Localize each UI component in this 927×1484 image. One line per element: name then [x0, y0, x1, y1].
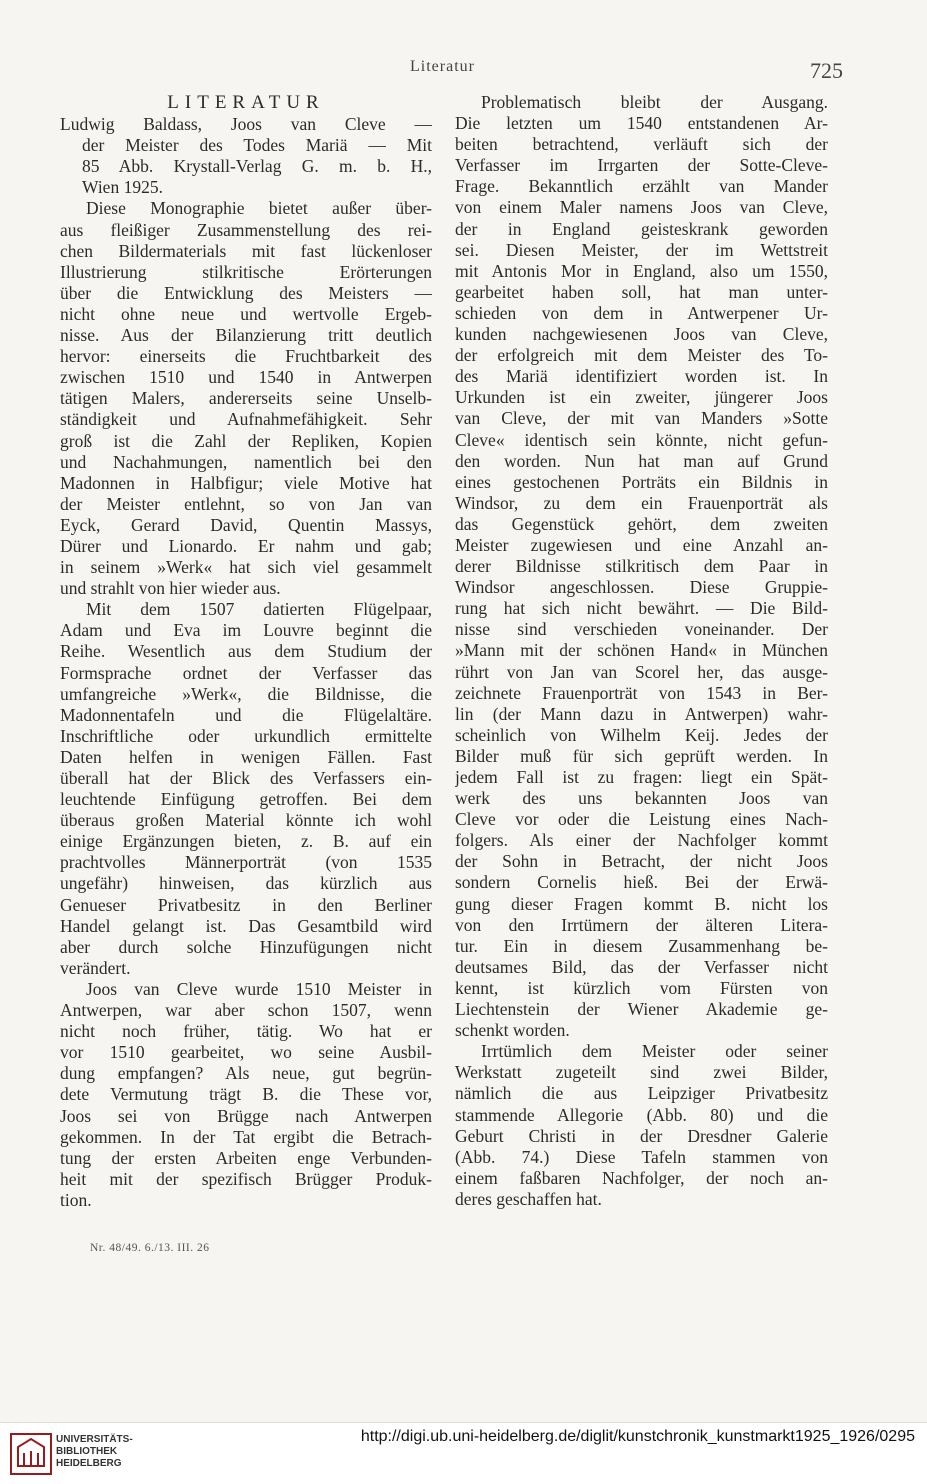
- text-line: Urkunden ist ein zweiter, jüngerer Joos: [455, 387, 828, 408]
- text-line: stammende Allegorie (Abb. 80) und die: [455, 1104, 828, 1125]
- text-line: und Nachahmungen, namentlich bei den: [60, 451, 432, 472]
- text-line: von den Irrtümern der älteren Litera-: [455, 914, 828, 935]
- text-line: Genueser Privatbesitz in den Berliner: [60, 894, 432, 915]
- library-name: [56, 1434, 133, 1470]
- library-name-line: BIBLIOTHEK: [56, 1446, 118, 1457]
- text-line: verändert.: [60, 957, 131, 978]
- paragraph: [60, 198, 432, 599]
- text-line: hervor: einerseits die Fruchtbarkeit des: [60, 346, 432, 367]
- text-line: in seinem »Werk« hat sich viel gesammelt: [60, 557, 432, 578]
- text-line: Diese Monographie bietet außer über-: [86, 198, 432, 219]
- library-name-line: UNIVERSITÄTS-: [56, 1434, 133, 1445]
- page-number: 725: [810, 58, 843, 83]
- text-line: Frage. Bekanntlich erzählt van Mander: [455, 176, 828, 197]
- text-line: lin (der Mann dazu in Antwerpen) wahr-: [455, 703, 828, 724]
- text-line: folgers. Als einer der Nachfolger kommt: [455, 830, 828, 851]
- text-line: eines gestochenen Porträts ein Bildnis in: [455, 471, 828, 492]
- text-line: kunden nachgewiesenen Joos van Cleve,: [455, 324, 828, 345]
- text-line: zwischen 1510 und 1540 in Antwerpen: [60, 367, 432, 388]
- text-line: tion.: [60, 1189, 92, 1210]
- text-line: den worden. Nun hat man auf Grund: [455, 450, 828, 471]
- text-line: und strahlt von hier wieder aus.: [60, 578, 281, 599]
- text-line: Madonnentafeln und die Flügelaltäre.: [60, 704, 432, 725]
- text-line: Joos sei von Brügge nach Antwerpen: [60, 1105, 432, 1126]
- university-library-logo-icon: [10, 1433, 52, 1475]
- right-paragraphs: [455, 92, 828, 1210]
- text-line: Inschriftliche oder urkundlich ermittelte: [60, 725, 432, 746]
- text-line: Eyck, Gerard David, Quentin Massys,: [60, 514, 432, 535]
- text-line: Cleve« identisch sein könnte, nicht gefun-: [455, 429, 828, 450]
- left-paragraphs: [60, 114, 432, 1211]
- text-line: schieden von dem in Antwerpener Ur-: [455, 302, 828, 323]
- text-line: kennt, ist kürzlich vom Fürsten von: [455, 977, 828, 998]
- text-line: deres geschaffen hat.: [455, 1188, 602, 1209]
- text-line: schenkt worden.: [455, 1020, 570, 1041]
- text-line: gearbeitet haben soll, hat man unter-: [455, 281, 828, 302]
- text-line: der in England geisteskrank geworden: [455, 218, 828, 239]
- text-line: Verfasser im Irrgarten der Sotte-Cleve-: [455, 155, 828, 176]
- text-line: 85 Abb. Krystall-Verlag G. m. b. H.,: [82, 156, 432, 177]
- text-line: chen Bildermaterials mit fast lückenloser: [60, 240, 432, 261]
- text-line: der erfolgreich mit dem Meister des To-: [455, 345, 828, 366]
- text-line: Windsor, zu dem ein Frauenporträt als: [455, 492, 828, 513]
- paragraph: [60, 599, 432, 979]
- text-line: Antwerpen, war aber schon 1507, wenn: [60, 1000, 432, 1021]
- text-line: Problematisch bleibt der Ausgang.: [481, 92, 828, 112]
- text-line: leuchtende Einfügung getroffen. Bei dem: [60, 789, 432, 810]
- text-line: vor 1510 gearbeitet, wo seine Ausbil-: [60, 1042, 432, 1063]
- text-line: Irrtümlich dem Meister oder seiner: [481, 1041, 828, 1062]
- text-line: nisse. Aus der Bilanzierung tritt deutlich: [60, 325, 432, 346]
- text-line: ständigkeit und Aufnahmefähigkeit. Sehr: [60, 409, 432, 430]
- text-line: Werkstatt zugeteilt sind zwei Bilder,: [455, 1062, 828, 1083]
- text-line: sondern Cornelis hieß. Bei der Erwä-: [455, 872, 828, 893]
- text-line: rung hat sich nicht bewährt. — Die Bild-: [455, 598, 828, 619]
- text-line: tung der ersten Arbeiten enge Verbunden-: [60, 1147, 432, 1168]
- text-line: Meister zugewiesen und eine Anzahl an-: [455, 534, 828, 555]
- right-column: [455, 92, 828, 1210]
- text-line: Madonnen in Halbfigur; viele Motive hat: [60, 472, 432, 493]
- text-line: der Meister des Todes Mariä — Mit: [82, 135, 432, 156]
- text-line: Ludwig Baldass, Joos van Cleve —: [60, 114, 432, 135]
- text-line: tätigen Malers, andererseits seine Unselb-: [60, 388, 432, 409]
- text-line: heit mit der spezifisch Brügger Produk-: [60, 1168, 432, 1189]
- source-link[interactable]: http://digi.ub.uni-heidelberg.de/diglit/kunstchronik_kunstmarkt1925_1926/0295: [360, 1428, 915, 1445]
- text-line: deutsames Bild, das der Verfasser nicht: [455, 956, 828, 977]
- text-line: werk des uns bekannten Joos van: [455, 788, 828, 809]
- text-line: Dürer und Lionardo. Er nahm und gab;: [60, 535, 432, 556]
- text-line: Windsor angeschlossen. Diese Gruppie-: [455, 577, 828, 598]
- section-title: LITERATUR: [167, 92, 325, 113]
- text-line: Joos van Cleve wurde 1510 Meister in: [86, 978, 432, 999]
- text-line: über die Entwicklung des Meisters —: [60, 282, 432, 303]
- text-line: Formsprache ordnet der Verfasser das: [60, 662, 432, 683]
- text-line: der Sohn in Betracht, der nicht Joos: [455, 851, 828, 872]
- text-line: (Abb. 74.) Diese Tafeln stammen von: [455, 1146, 828, 1167]
- paragraph: [60, 114, 432, 198]
- text-line: derer Bildnisse stilkritisch dem Paar in: [455, 556, 828, 577]
- text-line: aber durch solche Hinzufügungen nicht: [60, 936, 432, 957]
- library-footer-bar: [0, 1422, 927, 1484]
- text-line: Bilder muß für sich geprüft werden. In: [455, 745, 828, 766]
- library-name-line: HEIDELBERG: [56, 1458, 122, 1469]
- text-line: tur. Ein in diesem Zusammenhang be-: [455, 935, 828, 956]
- text-line: dete Vermutung trägt B. die These vor,: [60, 1084, 432, 1105]
- text-line: zeichnete Frauenporträt von 1543 in Ber-: [455, 682, 828, 703]
- text-line: dung empfangen? Als neue, gut begrün-: [60, 1063, 432, 1084]
- text-line: Die letzten um 1540 entstandenen Ar-: [455, 113, 828, 134]
- text-line: scheinlich von Wilhelm Keij. Jedes der: [455, 724, 828, 745]
- text-line: nämlich die aus Leipziger Privatbesitz: [455, 1083, 828, 1104]
- text-line: nisse sind verschieden voneinander. Der: [455, 619, 828, 640]
- text-line: nicht ohne neue und wertvolle Ergeb-: [60, 303, 432, 324]
- text-line: mit Antonis Mor in England, also um 1550,: [455, 260, 828, 281]
- text-line: umfangreiche »Werk«, die Bildnisse, die: [60, 683, 432, 704]
- text-line: von einem Maler namens Joos van Cleve,: [455, 197, 828, 218]
- text-line: überaus großen Material könnte ich wohl: [60, 810, 432, 831]
- text-line: Reihe. Wesentlich aus dem Studium der: [60, 641, 432, 662]
- text-line: jedem Fall ist zu fragen: liegt ein Spät-: [455, 767, 828, 787]
- text-line: aus fleißiger Zusammenstellung des rei-: [60, 219, 432, 240]
- text-line: Adam und Eva im Louvre beginnt die: [60, 620, 432, 641]
- text-line: Illustrierung stilkritische Erörterungen: [60, 261, 432, 282]
- paragraph: [455, 1041, 828, 1210]
- text-line: rührt von Jan van Scorel her, das ausge-: [455, 661, 828, 682]
- text-line: des Mariä identifiziert worden ist. In: [455, 366, 828, 387]
- text-line: Handel gelangt ist. Das Gesamtbild wird: [60, 915, 432, 936]
- text-line: Cleve vor oder die Leistung eines Nach-: [455, 809, 828, 830]
- text-line: Wien 1925.: [82, 177, 163, 198]
- left-column: [60, 92, 432, 1211]
- text-line: groß ist die Zahl der Repliken, Kopien: [60, 430, 432, 451]
- text-line: gekommen. In der Tat ergibt die Betrach-: [60, 1126, 432, 1147]
- text-line: beiten betrachtend, verläuft sich der: [455, 134, 828, 155]
- text-line: der Meister entlehnt, so von Jan van: [60, 493, 432, 514]
- text-line: van Cleve, der mit van Manders »Sotte: [455, 408, 828, 429]
- text-line: sei. Diesen Meister, der im Wettstreit: [455, 239, 828, 260]
- paragraph: [60, 979, 432, 1211]
- text-line: einem faßbaren Nachfolger, der noch an-: [455, 1167, 828, 1188]
- text-line: Mit dem 1507 datierten Flügelpaar,: [86, 599, 432, 620]
- paragraph: [455, 92, 828, 1041]
- text-line: »Mann mit der schönen Hand« in München: [455, 640, 828, 661]
- text-line: ungefähr) hinweisen, das kürzlich aus: [60, 873, 432, 894]
- running-title: Literatur: [410, 58, 475, 75]
- text-line: gung dieser Fragen kommt B. nicht los: [455, 893, 828, 914]
- text-line: Liechtenstein der Wiener Akademie ge-: [455, 999, 828, 1020]
- text-line: überall hat der Blick des Verfassers ein-: [60, 768, 432, 788]
- text-line: das Gegenstück gehört, dem zweiten: [455, 513, 828, 534]
- text-line: prachtvolles Männerporträt (von 1535: [60, 852, 432, 873]
- text-line: Daten helfen in wenigen Fällen. Fast: [60, 746, 432, 767]
- text-line: einige Ergänzungen bieten, z. B. auf ein: [60, 831, 432, 852]
- text-line: Geburt Christi in der Dresdner Galerie: [455, 1125, 828, 1146]
- text-line: nicht noch früher, tätig. Wo hat er: [60, 1021, 432, 1042]
- printer-signature: Nr. 48/49. 6./13. III. 26: [90, 1242, 210, 1254]
